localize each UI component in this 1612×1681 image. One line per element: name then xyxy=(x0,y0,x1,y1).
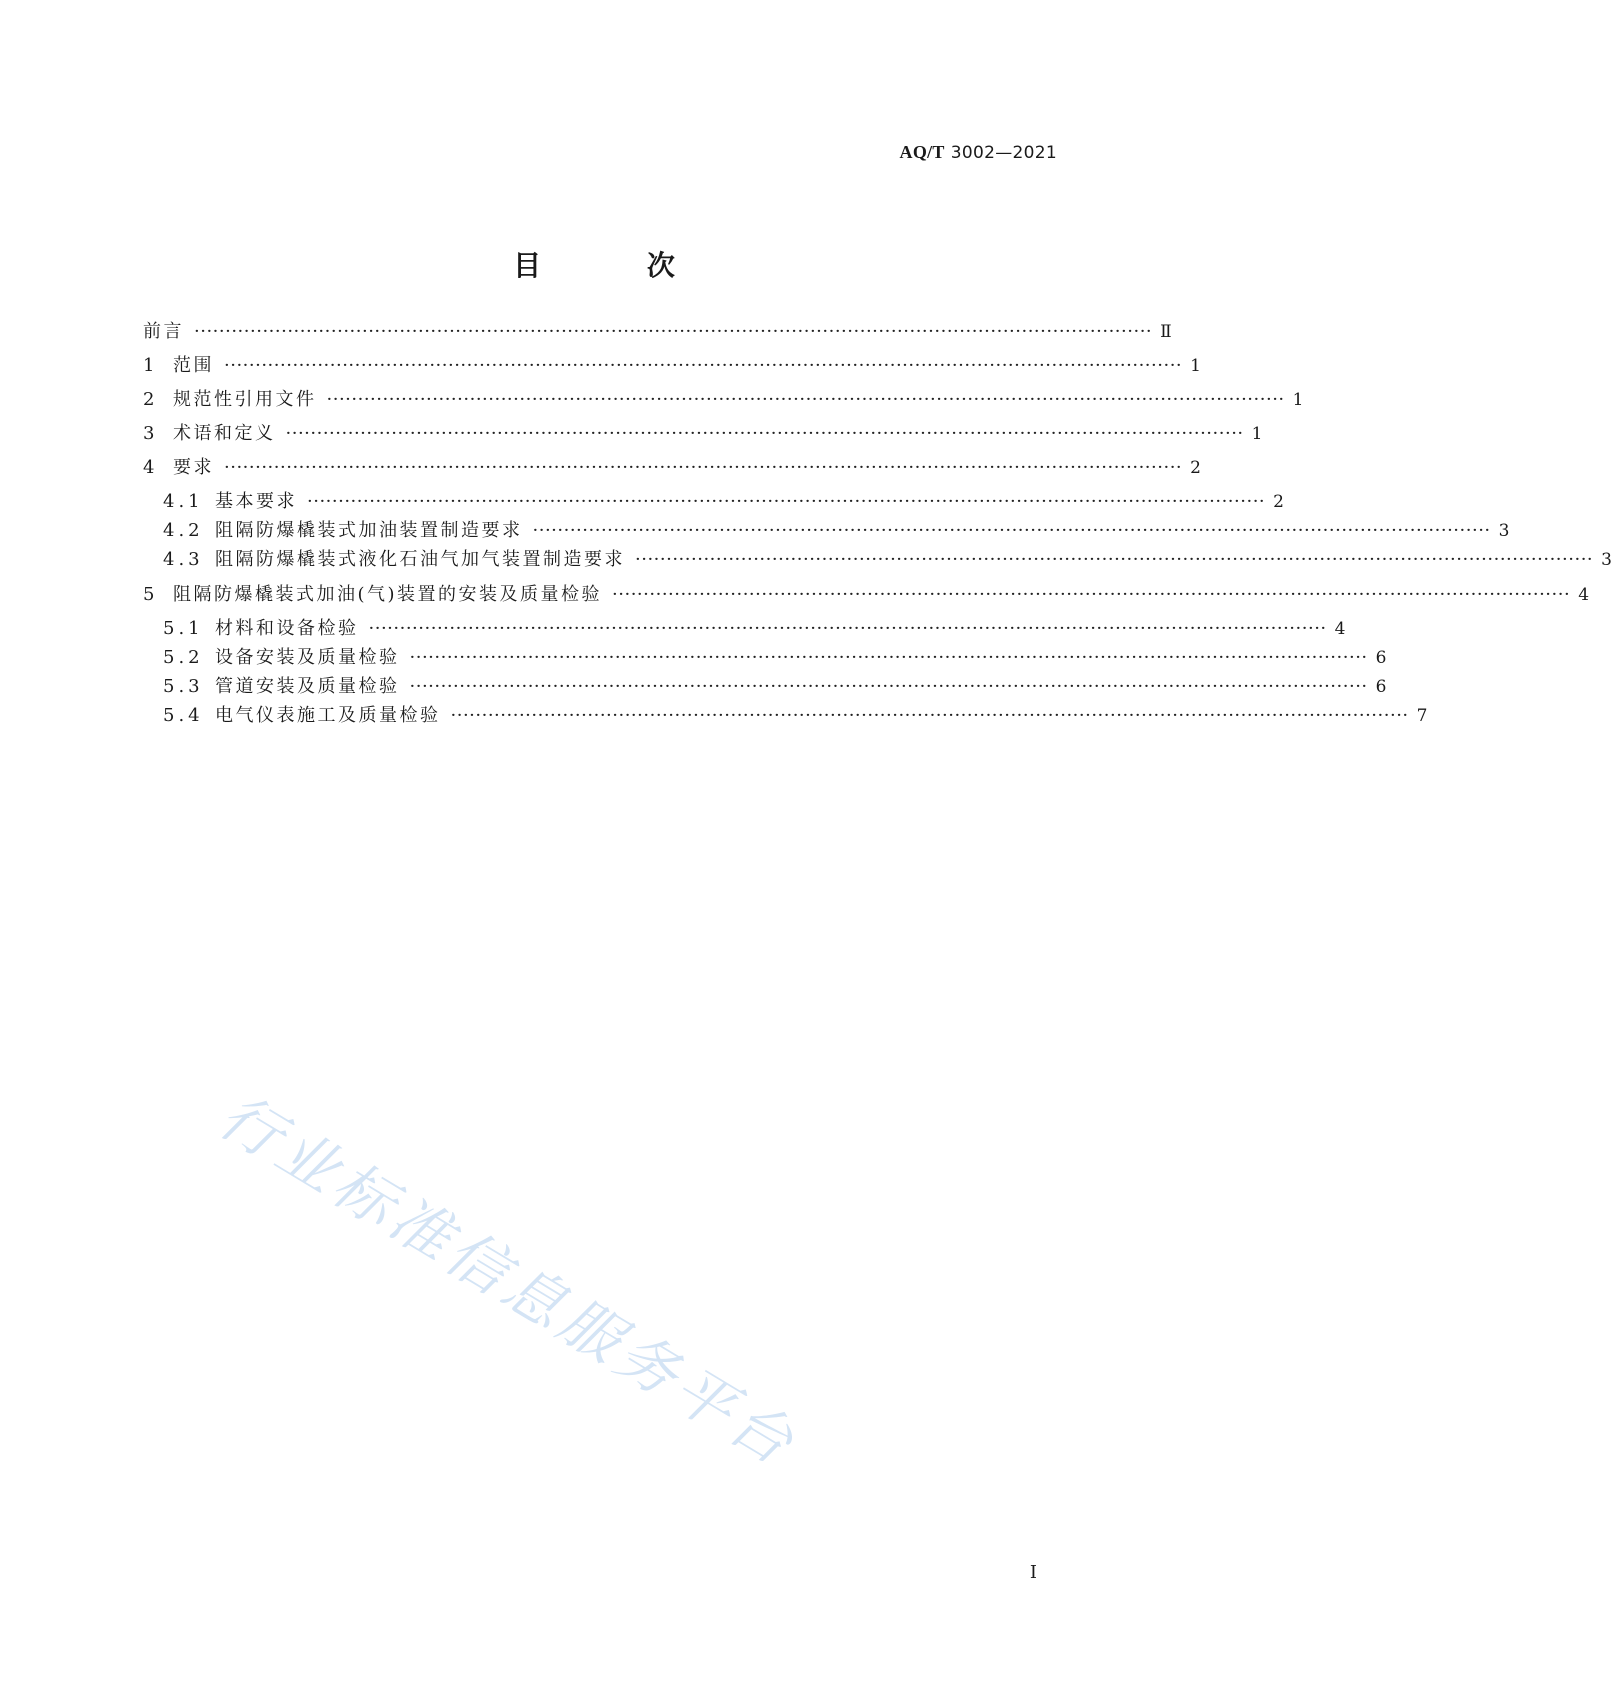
toc-entry-5-1[interactable] xyxy=(163,615,1346,643)
toc-leader-dots: ·························································································································································· xyxy=(224,457,1183,478)
toc-leader-dots: ·························································································································································· xyxy=(194,321,1153,342)
toc-entry-label: 材料和设备检验 xyxy=(215,618,359,639)
toc-leader-dots: ·························································································································································· xyxy=(532,520,1491,541)
toc-entry-4-2[interactable] xyxy=(163,517,1510,545)
standard-code-number: 3002—2021 xyxy=(950,143,1057,163)
toc-entry-label: 范围 xyxy=(173,355,214,376)
toc-entry-label: 要求 xyxy=(173,457,214,478)
toc-entry-label: 前言 xyxy=(143,321,184,342)
toc-entry-number: 4.2 xyxy=(163,520,204,541)
toc-entry-number: 4 xyxy=(143,457,159,478)
toc-leader-dots: ·························································································································································· xyxy=(612,584,1571,605)
toc-entry-page: 6 xyxy=(1375,648,1387,668)
toc-entry-number: 4.1 xyxy=(163,491,204,512)
toc-entry-page: 2 xyxy=(1273,492,1284,512)
standard-code-prefix: AQ/T xyxy=(899,142,945,162)
toc-entry-5-4[interactable] xyxy=(163,702,1428,730)
toc-leader-dots: ·························································································································································· xyxy=(635,549,1594,570)
toc-leader-dots: ·························································································································································· xyxy=(450,705,1409,726)
toc-leader-dots: ·························································································································································· xyxy=(409,676,1368,697)
toc-entry-page: 4 xyxy=(1334,619,1346,639)
toc-entry-page: 4 xyxy=(1578,585,1590,605)
toc-entry-label: 阻隔防爆橇装式加油(气)装置的安装及质量检验 xyxy=(173,584,603,605)
toc-entry-4-1[interactable] xyxy=(163,488,1284,516)
toc-leader-dots: ·························································································································································· xyxy=(368,618,1327,639)
toc-entry-number: 4.3 xyxy=(163,549,204,570)
toc-entry-5-3[interactable] xyxy=(163,673,1387,701)
toc-leader-dots: ·························································································································································· xyxy=(285,423,1244,444)
toc-entry-page: 2 xyxy=(1190,458,1201,478)
toc-entry-label: 设备安装及质量检验 xyxy=(215,647,400,668)
toc-entry-page: Ⅱ xyxy=(1160,322,1172,342)
toc-entry-label: 阻隔防爆橇装式液化石油气加气装置制造要求 xyxy=(215,549,625,570)
toc-entry-2[interactable] xyxy=(143,386,1304,414)
toc-entry-page: 7 xyxy=(1416,706,1428,726)
toc-entry-number: 2 xyxy=(143,389,159,410)
toc-leader-dots: ·························································································································································· xyxy=(409,647,1368,668)
toc-leader-dots: ·························································································································································· xyxy=(224,355,1183,376)
toc-entry-label: 管道安装及质量检验 xyxy=(215,676,400,697)
toc-entry-1[interactable] xyxy=(143,352,1201,380)
toc-entry-page: 1 xyxy=(1251,424,1263,444)
standard-code xyxy=(900,142,1057,163)
toc-entry-label: 电气仪表施工及质量检验 xyxy=(215,705,441,726)
page-number: I xyxy=(1029,1562,1037,1583)
toc-entry-page: 1 xyxy=(1190,356,1201,376)
watermark: 行业标准信息服务平台 xyxy=(207,1081,810,1482)
toc-entry-page: 3 xyxy=(1498,521,1510,541)
toc-entry-label: 术语和定义 xyxy=(173,423,276,444)
toc-entry-4[interactable] xyxy=(143,454,1201,482)
toc-entry-preface[interactable] xyxy=(143,318,1172,346)
toc-entry-label: 规范性引用文件 xyxy=(173,389,317,410)
toc-leader-dots: ·························································································································································· xyxy=(307,491,1266,512)
toc-entry-page: 3 xyxy=(1601,550,1612,570)
toc-entry-number: 5.3 xyxy=(163,676,204,697)
toc-entry-page: 1 xyxy=(1292,390,1304,410)
toc-entry-number: 5.2 xyxy=(163,647,204,668)
toc-entry-number: 5 xyxy=(143,584,159,605)
toc-entry-page: 6 xyxy=(1375,677,1387,697)
toc-entry-label: 基本要求 xyxy=(215,491,297,512)
toc-entry-5[interactable] xyxy=(143,581,1590,609)
toc-entry-4-3[interactable] xyxy=(163,546,1612,574)
toc-entry-5-2[interactable] xyxy=(163,644,1387,672)
toc-entry-label: 阻隔防爆橇装式加油装置制造要求 xyxy=(215,520,523,541)
toc-entry-number: 5.4 xyxy=(163,705,204,726)
page-title: 目 次 xyxy=(513,249,723,282)
toc-leader-dots: ·························································································································································· xyxy=(326,389,1285,410)
toc-entry-number: 5.1 xyxy=(163,618,204,639)
toc-entry-number: 3 xyxy=(143,423,159,444)
toc-entry-3[interactable] xyxy=(143,420,1263,448)
toc-entry-number: 1 xyxy=(143,355,159,376)
